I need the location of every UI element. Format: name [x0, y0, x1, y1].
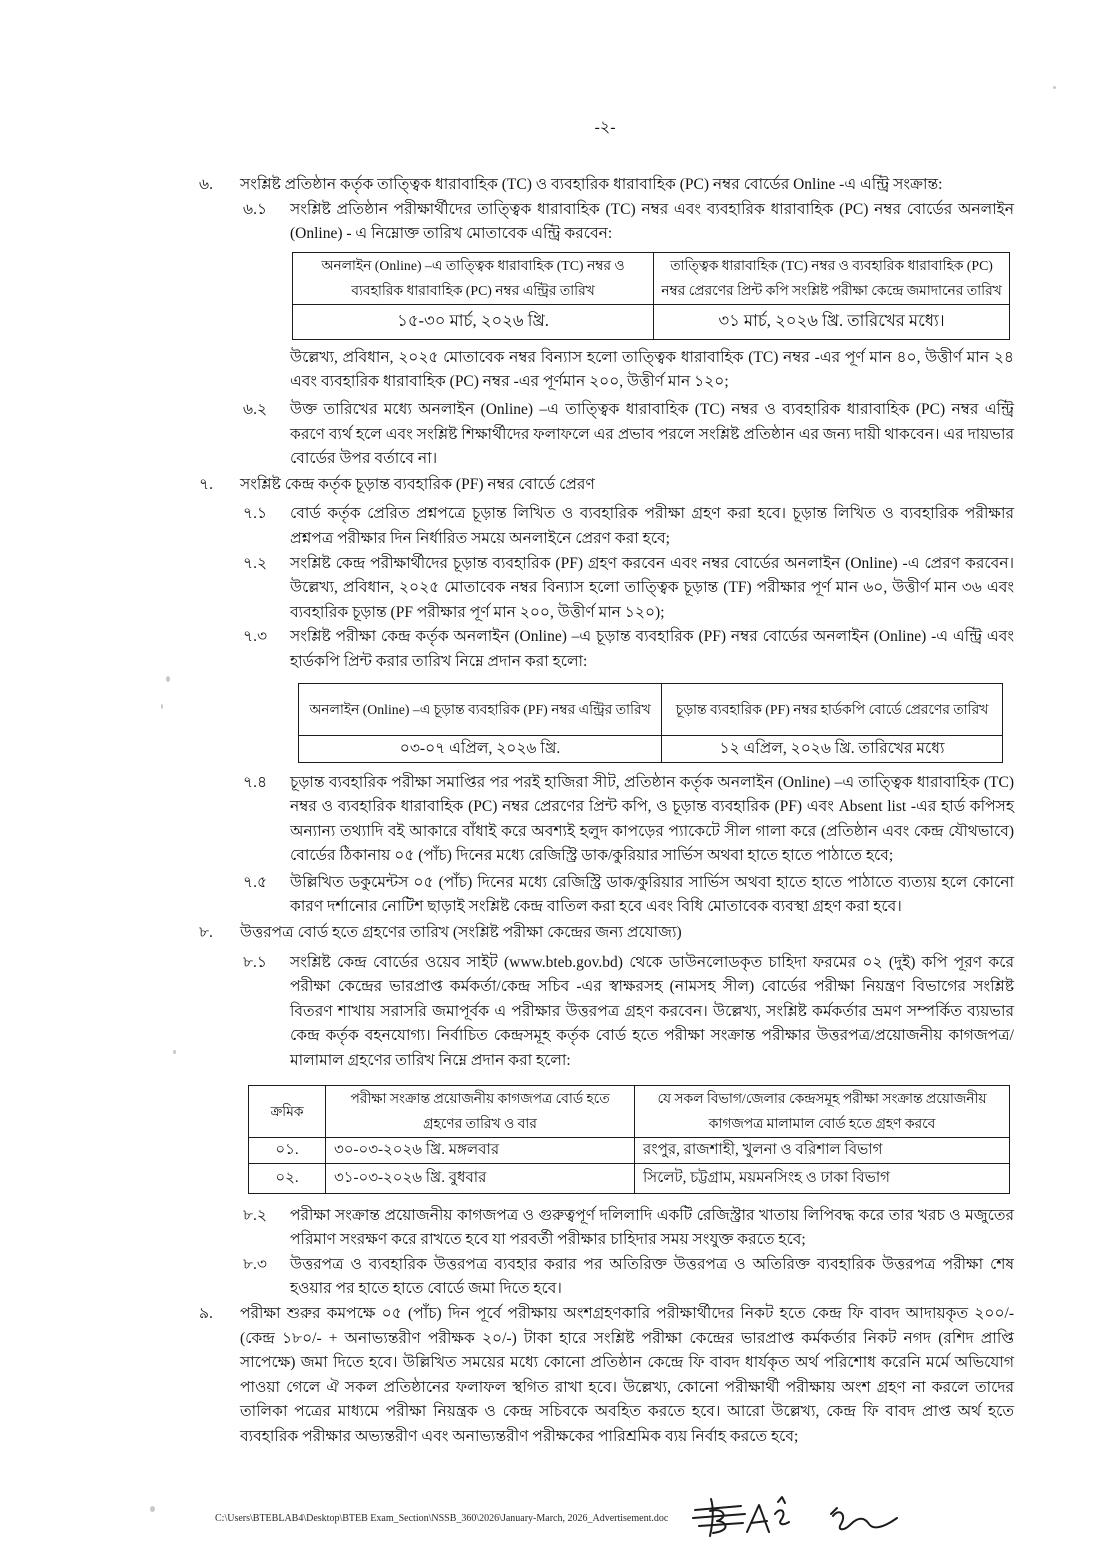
- section-title: উত্তরপত্র বোর্ড হতে গ্রহণের তারিখ (সংশ্লিষ্ট পরীক্ষা কেন্দ্রের জন্য প্রযোজ্য): [240, 924, 682, 942]
- clause-number: ৮.২: [243, 1206, 268, 1224]
- clause-7-1: [243, 502, 1014, 551]
- table-row: [299, 735, 1003, 762]
- section-title: সংশ্লিষ্ট কেন্দ্র কর্তৃক চূড়ান্ত ব্যবহারিক (PF) নম্বর বোর্ডে প্রেরণ: [240, 475, 595, 493]
- clause-8-1: [243, 951, 1014, 1074]
- tc-pc-schedule-table-wrapper: [292, 252, 1014, 340]
- marks-distribution-note: উল্লেখ্য, প্রবিধান, ২০২৫ মোতাবেক নম্বর বিন্যাস হলো তাত্ত্বিক ধারাবাহিক (TC) নম্বর -এর পূর্ণ মান ৪০, উত্তীর্ণ মান ২৪ এবং ব্যবহারিক ধারাবাহিক (PC) নম্বর -এর পূর্ণমান ২০০, উত্তীর্ণ মান ১২০;: [290, 348, 1014, 391]
- scan-speck: [1053, 86, 1056, 89]
- table-header-cell: অনলাইন (Online) –এ চূড়ান্ত ব্যবহারিক (PF) নম্বর এন্ট্রির তারিখ: [299, 683, 662, 735]
- section-text: পরীক্ষা শুরুর কমপক্ষে ০৫ (পাঁচ) দিন পূর্বে পরীক্ষায় অংশগ্রহণকারি পরীক্ষার্থীদের নিকট হতে কেন্দ্র ফি বাবদ আদায়কৃত ২০০/- (কেন্দ্র ১৮০/- + অনাভ্যন্তরীণ পরীক্ষক ২০/-) টাকা হারে সংশ্লিষ্ট পরীক্ষা কেন্দ্রের ভারপ্রাপ্ত কর্মকর্তার নিকট নগদ (রশিদ প্রাপ্তি সাপেক্ষে) জমা দিতে হবে। উল্লিখিত সময়ের মধ্যে কোনো প্রতিষ্ঠান কেন্দ্রে ফি বাবদ ধার্যকৃত অর্থ পরিশোধ করেনি মর্মে অভিযোগ পাওয়া গেলে ঐ সকল প্রতিষ্ঠানের ফলাফল স্থগিত রাখা হবে। উল্লেখ্য, কোনো পরীক্ষার্থী পরীক্ষায় অংশ গ্রহণ না করলে তাদের তালিকা পত্রের মাধ্যমে পরীক্ষা নিয়ন্ত্রক ও কেন্দ্র সচিবকে অবহিত করতে হবে। আরো উল্লেখ্য, কেন্দ্র ফি বাবদ প্রাপ্ত অর্থ হতে ব্যবহারিক পরীক্ষার অভ্যন্তরীণ এবং অনাভ্যন্তরীণ পরীক্ষকের পারিশ্রমিক ব্যয় নির্বাহ করতে হবে;: [240, 1305, 1014, 1445]
- table-header-row: [249, 1085, 1010, 1137]
- section-8: [196, 921, 1014, 1302]
- table-cell: রংপুর, রাজশাহী, খুলনা ও বরিশাল বিভাগ: [635, 1137, 1010, 1163]
- clause-8-2: [243, 1204, 1014, 1253]
- scan-speck: [173, 1050, 176, 1054]
- table-cell: ৩০-০৩-২০২৬ খ্রি. মঙ্গলবার: [326, 1137, 635, 1163]
- clause-number: ৮.১: [243, 953, 267, 971]
- signature-stroke: [775, 1510, 789, 1524]
- section-number: ৬.: [199, 176, 213, 193]
- clause-6-2: [243, 398, 1014, 472]
- table-row: [249, 1137, 1010, 1163]
- table-row: [249, 1163, 1010, 1193]
- clause-6-1: [243, 198, 1014, 247]
- page-number: -২-: [594, 119, 616, 136]
- clause-number: ৭.১: [243, 505, 268, 523]
- clause-number: ৬.২: [243, 400, 268, 418]
- clause-number: ৭.৩: [243, 628, 268, 646]
- signature-stroke: [699, 1523, 743, 1526]
- section-6-heading: [196, 173, 1014, 198]
- clause-text: সংশ্লিষ্ট পরীক্ষা কেন্দ্র কর্তৃক অনলাইন (Online) –এ চূড়ান্ত ব্যবহারিক (PF) নম্বর বোর্ডের অনলাইন (Online) -এ এন্ট্রি এবং হার্ডকপি প্রিন্ট করার তারিখ নিম্নে প্রদান করা হলো:: [290, 628, 1014, 670]
- clause-number: ৮.৩: [243, 1255, 268, 1273]
- answer-script-collection-table: [248, 1085, 1010, 1194]
- clause-text: উত্তরপত্র ও ব্যবহারিক উত্তরপত্র ব্যবহার করার পর অতিরিক্ত উত্তরপত্র ও অতিরিক্ত ব্যবহারিক উত্তরপত্র পরীক্ষা শেষ হওয়ার পর হাতে হাতে বোর্ডে জমা দিতে হবে।: [290, 1255, 1014, 1298]
- signature-stroke: [833, 1512, 897, 1529]
- section-number: ৭.: [199, 475, 213, 493]
- clause-number: ৬.১: [243, 200, 268, 218]
- signature-1: [693, 1497, 789, 1536]
- table-header-cell: যে সকল বিভাগ/জেলার কেন্দ্রসমূহ পরীক্ষা সংক্রান্ত প্রয়োজনীয় কাগজপত্র মালামাল বোর্ড হতে গ্রহণ করবে: [635, 1085, 1010, 1137]
- clause-text: সংশ্লিষ্ট কেন্দ্র পরীক্ষার্থীদের চূড়ান্ত ব্যবহারিক (PF) গ্রহণ করবেন এবং নম্বর বোর্ডের অনলাইন (Online) -এ প্রেরণ করবেন। উল্লেখ্য, প্রবিধান, ২০২৫ মোতাবেক নম্বর বিন্যাস হলো তাত্ত্বিক চূড়ান্ত (TF) পরীক্ষার পূর্ণ মান ৬০, উত্তীর্ণ মান ৩৬ এবং ব্যবহারিক চূড়ান্ত (PF পরীক্ষার পূর্ণ মান ২০০, উত্তীর্ণ মান ১২০);: [290, 554, 1014, 621]
- signature-stroke: [693, 1514, 745, 1518]
- table-header-row: [299, 683, 1003, 735]
- section-title: সংশ্লিষ্ট প্রতিষ্ঠান কর্তৃক তাত্ত্বিক ধারাবাহিক (TC) ও ব্যবহারিক ধারাবাহিক (PC) নম্বর বোর্ডের Online -এ এন্ট্রি সংক্রান্ত:: [240, 176, 943, 193]
- clause-text: বোর্ড কর্তৃক প্রেরিত প্রশ্নপত্রে চূড়ান্ত লিখিত ও ব্যবহারিক পরীক্ষা গ্রহণ করা হবে। চূড়ান্ত লিখিত ও ব্যবহারিক পরীক্ষার প্রশ্নপত্র পরীক্ষার দিন নির্ধারিত সময়ে অনলাইনে প্রেরণ করা হবে;: [290, 505, 1014, 547]
- table-header-cell: তাত্ত্বিক ধারাবাহিক (TC) নম্বর ও ব্যবহারিক ধারাবাহিক (PC) নম্বর প্রেরণের প্রিন্ট কপি সংশ্লিষ্ট পরীক্ষা কেন্দ্রে জমাদানের তারিখ: [654, 252, 1010, 304]
- section-number: ৮.: [199, 924, 213, 942]
- table-cell: সিলেট, চট্টগ্রাম, ময়মনসিংহ ও ঢাকা বিভাগ: [635, 1163, 1010, 1193]
- section-9: [196, 1302, 1014, 1450]
- scan-speck: [166, 676, 170, 682]
- clause-text: পরীক্ষা সংক্রান্ত প্রয়োজনীয় কাগজপত্র ও গুরুত্বপূর্ণ দলিলাদি একটি রেজিস্ট্রার খাতায় লিপিবদ্ধ করে তার খরচ ও মজুতের পরিমাণ সংরক্ষণ করে রাখতে হবে যা পরবর্তী পরীক্ষার চাহিদার সময় সংযুক্ত করতে হবে;: [290, 1206, 1014, 1249]
- clause-text: উক্ত তারিখের মধ্যে অনলাইন (Online) –এ তাত্ত্বিক ধারাবাহিক (TC) নম্বর ও ব্যবহারিক ধারাবাহিক (PC) নম্বর এন্ট্রি করণে ব্যর্থ হলে এবং সংশ্লিষ্ট শিক্ষার্থীদের ফলাফলে এর প্রভাব পরলে সংশ্লিষ্ট প্রতিষ্ঠান এর জন্য দায়ী থাকবেন। এর দায়ভার বোর্ডের উপর বর্তাবে না।: [290, 400, 1014, 468]
- handwritten-signatures: [683, 1490, 913, 1544]
- signature-stroke: [778, 1497, 785, 1503]
- table-row: [293, 304, 1010, 339]
- clause-text: সংশ্লিষ্ট প্রতিষ্ঠান পরীক্ষার্থীদের তাত্ত্বিক ধারাবাহিক (TC) নম্বর এবং ব্যবহারিক ধারাবাহিক (PC) নম্বর বোর্ডের অনলাইন (Online) - এ নিম্নোক্ত তারিখ মোতাবেক এন্ট্রি করবেন:: [290, 200, 1014, 243]
- clause-text: চূড়ান্ত ব্যবহারিক পরীক্ষা সমাপ্তির পর পরই হাজিরা সীট, প্রতিষ্ঠান কর্তৃক অনলাইন (Online) –এ তাত্ত্বিক ধারাবাহিক (TC) নম্বর ও ব্যবহারিক ধারাবাহিক (PC) নম্বর প্রেরণের প্রিন্ট কপি, ও চূড়ান্ত ব্যবহারিক (PF) এবং Absent list -এর হার্ড কপিসহ অন্যান্য তথ্যাদি বই আকারে বাঁধাই করে অবশ্যই হলুদ কাপড়ের প্যাকেটে সীল গালা করে (প্রতিষ্ঠান এবং কেন্দ্র যৌথভাবে) বোর্ডের ঠিকানায় ০৫ (পাঁচ) দিনের মধ্যে রেজিস্ট্রি ডাক/কুরিয়ার সার্ভিস অথবা হাতে হাতে পাঠাতে হবে;: [290, 773, 1014, 865]
- signature-stroke: [747, 1505, 769, 1532]
- table-header-cell: পরীক্ষা সংক্রান্ত প্রয়োজনীয় কাগজপত্র বোর্ড হতে গ্রহণের তারিখ ও বার: [326, 1085, 635, 1137]
- clause-number: ৭.৫: [243, 873, 268, 891]
- pf-schedule-table: [298, 683, 1003, 763]
- section-7-heading: [196, 473, 1014, 498]
- answer-script-collection-table-wrapper: [248, 1085, 1014, 1194]
- clause-text: উল্লিখিত ডকুমেন্টস ০৫ (পাঁচ) দিনের মধ্যে রেজিস্ট্রি ডাক/কুরিয়ার সার্ভিস অথবা হাতে হাতে পাঠাতে ব্যত্যয় হলে কোনো কারণ দর্শানোর নোটিশ ছাড়াই সংশ্লিষ্ট কেন্দ্র বাতিল করা হবে এবং বিধি মোতাবেক ব্যবস্থা গ্রহণ করা হবে।: [290, 873, 1014, 916]
- table-cell: ০২.: [249, 1163, 326, 1193]
- scan-speck: [161, 704, 163, 709]
- section-7: [196, 473, 1014, 920]
- scan-speck: [150, 1506, 155, 1512]
- clause-7-2: [243, 552, 1014, 626]
- table-header-cell: ক্রমিক: [249, 1085, 326, 1137]
- clause-7-3: [243, 625, 1014, 674]
- table-header-cell: চূড়ান্ত ব্যবহারিক (PF) নম্বর হার্ডকপি বোর্ডে প্রেরণের তারিখ: [662, 683, 1003, 735]
- clause-number: ৭.৪: [243, 773, 268, 791]
- table-header-row: [293, 252, 1010, 304]
- pf-schedule-table-wrapper: [298, 683, 1014, 763]
- clause-7-4: [243, 771, 1014, 869]
- table-cell: ০১.: [249, 1137, 326, 1163]
- clause-number: ৭.২: [243, 554, 268, 572]
- table-cell: ৩১ মার্চ, ২০২৬ খ্রি. তারিখের মধ্যে।: [654, 304, 1010, 339]
- clause-text: সংশ্লিষ্ট কেন্দ্র বোর্ডের ওয়েব সাইট (www.bteb.gov.bd) থেকে ডাউনলোডকৃত চাহিদা ফরমের ০২ (দুই) কপি পূরণ করে পরীক্ষা কেন্দ্রের ভারপ্রাপ্ত কর্মকর্তা/কেন্দ্র সচিব -এর স্বাক্ষরসহ (নামসহ সীল) বোর্ডের পরীক্ষা নিয়ন্ত্রণ বিভাগের সংশ্লিষ্ট বিতরণ শাখায় সরাসরি জমাপূর্বক এ পরীক্ষার উত্তরপত্র গ্রহণ করবেন। উল্লেখ্য, সংশ্লিষ্ট কর্মকর্তার ভ্রমণ সম্পর্কিত ব্যয়ভার কেন্দ্র কর্তৃক বহনযোগ্য। নির্বাচিত কেন্দ্রসমূহ কর্তৃক বোর্ড হতে পরীক্ষা সংক্রান্ত পরীক্ষার উত্তরপত্র/প্রয়োজনীয় কাগজপত্র/মালামাল গ্রহণের তারিখ নিম্নে প্রদান করা হলো:: [290, 953, 1014, 1070]
- signature-2: [831, 1508, 897, 1529]
- table-cell: ১২ এপ্রিল, ২০২৬ খ্রি. তারিখের মধ্যে: [662, 735, 1003, 762]
- table-cell: ১৫-৩০ মার্চ, ২০২৬ খ্রি.: [293, 304, 654, 339]
- clause-8-3: [243, 1253, 1014, 1302]
- table-cell: ৩১-০৩-২০২৬ খ্রি. বুধবার: [326, 1163, 635, 1193]
- document-body: [196, 116, 1014, 1450]
- section-8-heading: [196, 921, 1014, 946]
- tc-pc-schedule-table: [292, 252, 1010, 340]
- table-header-cell: অনলাইন (Online) –এ তাত্ত্বিক ধারাবাহিক (TC) নম্বর ও ব্যবহারিক ধারাবাহিক (PC) নম্বর এন্ট্রির তারিখ: [293, 252, 654, 304]
- section-number: ৯.: [199, 1305, 213, 1322]
- table-cell: ০৩-০৭ এপ্রিল, ২০২৬ খ্রি.: [299, 735, 662, 762]
- clause-7-5: [243, 871, 1014, 920]
- section-6: [196, 173, 1014, 472]
- file-path-footer: C:\Users\BTEBLAB4\Desktop\BTEB Exam_Section\NSSB_360\2026\January-March, 2026_Advertisement.doc: [215, 1513, 669, 1524]
